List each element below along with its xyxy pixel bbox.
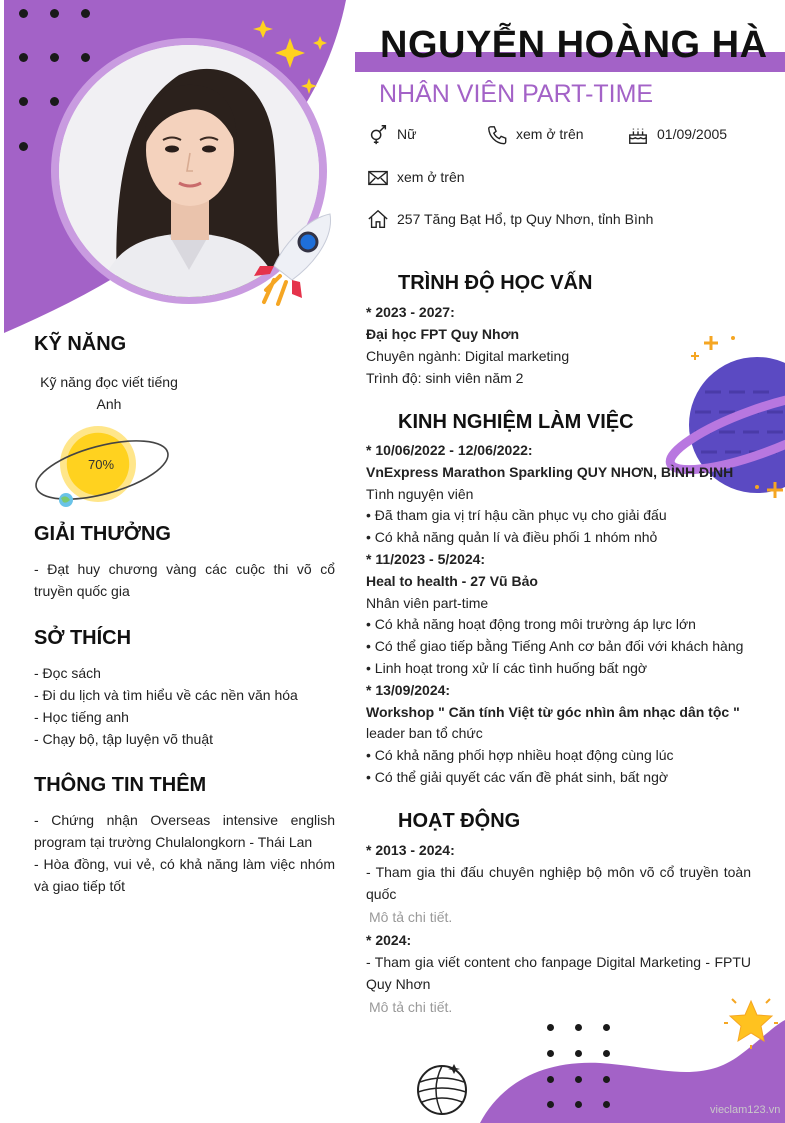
awards-title: GIẢI THƯỞNG <box>34 523 171 545</box>
extra-info-list <box>34 809 335 897</box>
globe-sketch-icon <box>412 1060 472 1120</box>
candidate-name: NGUYỄN HOÀNG HÀ <box>380 24 768 66</box>
job-role: Tình nguyện viên <box>366 485 474 502</box>
activities-title: HOẠT ĐỘNG <box>398 810 521 832</box>
list-item: - Hòa đồng, vui vẻ, có khả năng làm việc nhóm và giao tiếp tốt <box>34 856 335 894</box>
activities-block <box>366 839 751 1019</box>
list-item: • Có thể giao tiếp bằng Tiếng Anh cơ bản đối với khách hàng <box>366 638 744 655</box>
hobbies-title: SỞ THÍCH <box>34 627 132 649</box>
job-period: * 10/06/2022 - 12/06/2022: <box>366 442 533 458</box>
experience-title: KINH NGHIỆM LÀM VIỆC <box>398 411 634 433</box>
gender-icon <box>367 123 389 145</box>
skill-item-line-1: Kỹ năng đọc viết tiếng <box>40 374 178 390</box>
education-level: Trình độ: sinh viên năm 2 <box>366 370 524 386</box>
watermark: vieclam123.vn <box>710 1104 781 1116</box>
list-item: • Có thể giải quyết các vấn đề phát sinh, bất ngờ <box>366 768 669 785</box>
activity-note: Mô tả chi tiết. <box>369 999 453 1015</box>
list-item: • Đã tham gia vị trí hậu cần phục vụ cho giải đấu <box>366 507 667 524</box>
job-role: Nhân viên part-time <box>366 594 489 611</box>
education-major: Chuyên ngành: Digital marketing <box>366 348 570 364</box>
list-item: • Có khả năng hoạt động trong môi trường áp lực lớn <box>366 616 696 633</box>
activity-period: * 2013 - 2024: <box>366 842 455 858</box>
birthday-value: 01/09/2005 <box>657 126 728 142</box>
experience-block <box>366 440 751 789</box>
job-role: leader ban tổ chức <box>366 725 483 742</box>
skill-percent: 70% <box>88 457 115 472</box>
skill-item <box>34 371 184 415</box>
skill-item-line-2: Anh <box>96 396 122 412</box>
home-icon <box>367 208 389 230</box>
list-item: - Chạy bộ, tập luyện võ thuật <box>34 731 213 747</box>
star-icon <box>722 993 780 1051</box>
list-item: • Linh hoạt trong xử lí các tình huống bất ngờ <box>366 659 648 676</box>
email-icon <box>367 167 389 189</box>
phone-icon <box>486 124 508 146</box>
list-item: - Đi du lịch và tìm hiểu về các nền văn hóa <box>34 687 298 703</box>
education-block <box>366 301 751 389</box>
activity-period: * 2024: <box>366 932 412 948</box>
job-position: NHÂN VIÊN PART-TIME <box>379 80 654 108</box>
job-organization: Heal to health - 27 Vũ Bảo <box>366 572 538 589</box>
job-organization: Workshop " Căn tính Việt từ góc nhìn âm nhạc dân tộc " <box>366 703 740 720</box>
awards-text: - Đạt huy chương vàng các cuộc thi võ cổ truyền quốc gia <box>34 561 335 599</box>
email-value: xem ở trên <box>397 169 465 185</box>
activity-description: - Tham gia thi đấu chuyên nghiệp bộ môn võ cổ truyền toàn quốc <box>366 864 751 902</box>
job-organization: VnExpress Marathon Sparkling QUY NHƠN, BÌNH ĐỊNH <box>366 463 734 480</box>
birthday-cake-icon <box>627 124 649 146</box>
rocket-icon <box>250 210 340 310</box>
skills-title: KỸ NĂNG <box>34 333 127 355</box>
phone-value: xem ở trên <box>516 126 584 142</box>
extra-info-title: THÔNG TIN THÊM <box>34 774 207 796</box>
hobbies-list <box>34 662 335 750</box>
address-value: 257 Tăng Bạt Hổ, tp Quy Nhơn, tỉnh Bình <box>397 211 654 227</box>
job-period: * 13/09/2024: <box>366 681 451 698</box>
list-item: • Có khả năng quản lí và điều phối 1 nhóm nhỏ <box>366 529 658 546</box>
list-item: - Học tiếng anh <box>34 709 129 725</box>
education-period: * 2023 - 2027: <box>366 304 455 320</box>
activity-note: Mô tả chi tiết. <box>369 909 453 925</box>
job-period: * 11/2023 - 5/2024: <box>366 550 486 567</box>
education-school: Đại học FPT Quy Nhơn <box>366 326 520 342</box>
activity-description: - Tham gia viết content cho fanpage Digital Marketing - FPTU Quy Nhơn <box>366 954 751 992</box>
list-item: - Đọc sách <box>34 665 101 681</box>
list-item: • Có khả năng phối hợp nhiều hoạt động cùng lúc <box>366 747 674 764</box>
list-item: - Chứng nhận Overseas intensive english program tại trường Chulalongkorn - Thái Lan <box>34 812 335 850</box>
education-title: TRÌNH ĐỘ HỌC VẤN <box>398 272 593 294</box>
gender-value: Nữ <box>397 126 417 142</box>
